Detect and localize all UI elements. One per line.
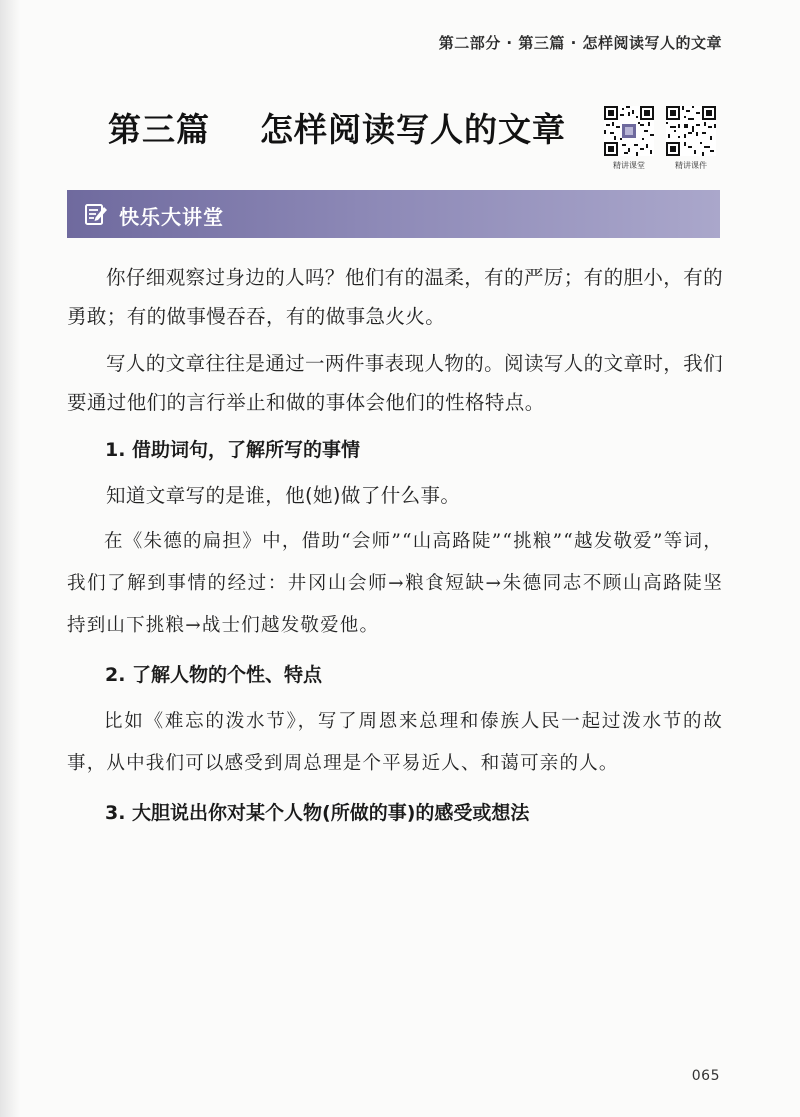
qr-code-lecture[interactable]	[604, 106, 654, 171]
qr-code-courseware[interactable]	[666, 106, 716, 171]
qr-code-icon	[666, 106, 716, 156]
subheading-1: 1. 借助词句，了解所写的事情	[105, 439, 361, 461]
paragraph-know-who: 知道文章写的是谁，他(她)做了什么事。	[106, 484, 461, 507]
chapter-title: 第三篇 怎样阅读写人的文章	[108, 110, 566, 149]
paragraph-example-water-festival: 比如《难忘的泼水节》，写了周恩来总理和傣族人民一起过泼水节的故事，从中我们可以感受到周总理是个平易近人、和蔼可亲的人。	[67, 711, 723, 774]
page-number: 065	[691, 1068, 720, 1084]
body-text	[67, 258, 723, 839]
paragraph-example-zhude: 在《朱德的扁担》中，借助“会师”“山高路陡”“挑粮”“越发敬爱”等词，我们了解到事情的经过：井冈山会师→粮食短缺→朱德同志不顾山高路陡坚持到山下挑粮→战士们越发敬爱他。	[67, 531, 723, 636]
qr-code-icon	[604, 106, 654, 156]
running-header: 第二部分 · 第三篇 · 怎样阅读写人的文章	[438, 34, 722, 52]
subheading-3: 3. 大胆说出你对某个人物(所做的事)的感受或想法	[105, 802, 530, 824]
notebook-pencil-icon	[83, 201, 109, 227]
section-banner	[67, 190, 720, 238]
paragraph-intro: 你仔细观察过身边的人吗？他们有的温柔，有的严厉；有的胆小，有的勇敢；有的做事慢吞吞，有的做事急火火。	[67, 266, 723, 328]
qr-label: 精讲课堂	[613, 161, 645, 170]
paragraph-method: 写人的文章往往是通过一两件事表现人物的。阅读写人的文章时，我们要通过他们的言行举止和做的事体会他们的性格特点。	[67, 352, 723, 414]
qr-label: 精讲课件	[675, 161, 707, 170]
subheading-2: 2. 了解人物的个性、特点	[105, 664, 323, 686]
page-shadow	[0, 0, 20, 1117]
section-banner-title: 快乐大讲堂	[119, 205, 224, 229]
